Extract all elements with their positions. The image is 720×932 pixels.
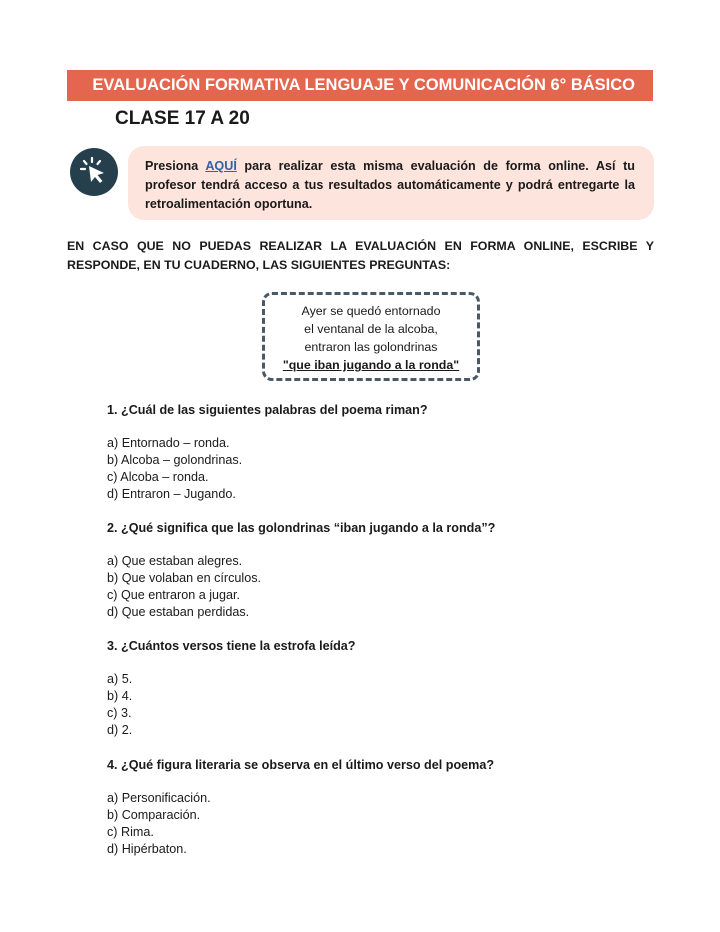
poem-line: Ayer se quedó entornado — [301, 304, 441, 318]
answer-option: d) Que estaban perdidas. — [107, 605, 250, 619]
question-1 — [107, 402, 428, 503]
evaluation-header: EVALUACIÓN FORMATIVA LENGUAJE Y COMUNICACIÓN 6° BÁSICO — [67, 70, 653, 101]
question-2 — [107, 520, 495, 621]
answer-option: c) 3. — [107, 706, 132, 720]
answer-option: d) 2. — [107, 723, 133, 737]
answer-option: d) Hipérbaton. — [107, 842, 187, 856]
answer-option: a) Que estaban alegres. — [107, 554, 243, 568]
notice-text-start: Presiona — [145, 159, 206, 173]
question-title: 3. ¿Cuántos versos tiene la estrofa leída? — [107, 639, 356, 653]
question-title: 1. ¿Cuál de las siguientes palabras del poema riman? — [107, 403, 428, 417]
answer-option: c) Rima. — [107, 825, 154, 839]
question-title: 2. ¿Qué significa que las golondrinas “iban jugando a la ronda”? — [107, 521, 496, 535]
question-title: 4. ¿Qué figura literaria se observa en el último verso del poema? — [107, 758, 495, 772]
online-evaluation-notice — [128, 146, 654, 220]
notice-text-end: para realizar esta misma evaluación de forma online. Así tu profesor tendrá acceso a tus resultados automáticamente y podrá entregarte la retroalimentación oportuna. — [145, 159, 635, 211]
instructions-text: EN CASO QUE NO PUEDAS REALIZAR LA EVALUACIÓN EN FORMA ONLINE, ESCRIBE Y RESPONDE, EN TU CUADERNO, LAS SIGUIENTES PREGUNTAS: — [67, 239, 654, 272]
class-title: CLASE 17 A 20 — [115, 108, 250, 129]
answer-option: b) Alcoba – golondrinas. — [107, 453, 243, 467]
question-4 — [107, 757, 494, 858]
poem-stanza — [262, 292, 480, 381]
question-3 — [107, 638, 355, 739]
answer-option: c) Alcoba – ronda. — [107, 470, 209, 484]
answer-option: d) Entraron – Jugando. — [107, 487, 236, 501]
answer-option: b) Comparación. — [107, 808, 201, 822]
answer-option: a) 5. — [107, 672, 133, 686]
answer-option: b) Que volaban en círculos. — [107, 571, 262, 585]
answer-option: c) Que entraron a jugar. — [107, 588, 241, 602]
cursor-click-icon — [70, 148, 118, 196]
poem-line: el ventanal de la alcoba, — [304, 322, 438, 336]
answer-option: b) 4. — [107, 689, 133, 703]
answer-option: a) Entornado – ronda. — [107, 436, 230, 450]
answer-option: a) Personificación. — [107, 791, 211, 805]
online-evaluation-link[interactable]: AQUÍ — [205, 159, 237, 173]
poem-last-line: "que iban jugando a la ronda" — [282, 358, 460, 372]
poem-line: entraron las golondrinas — [304, 340, 438, 354]
